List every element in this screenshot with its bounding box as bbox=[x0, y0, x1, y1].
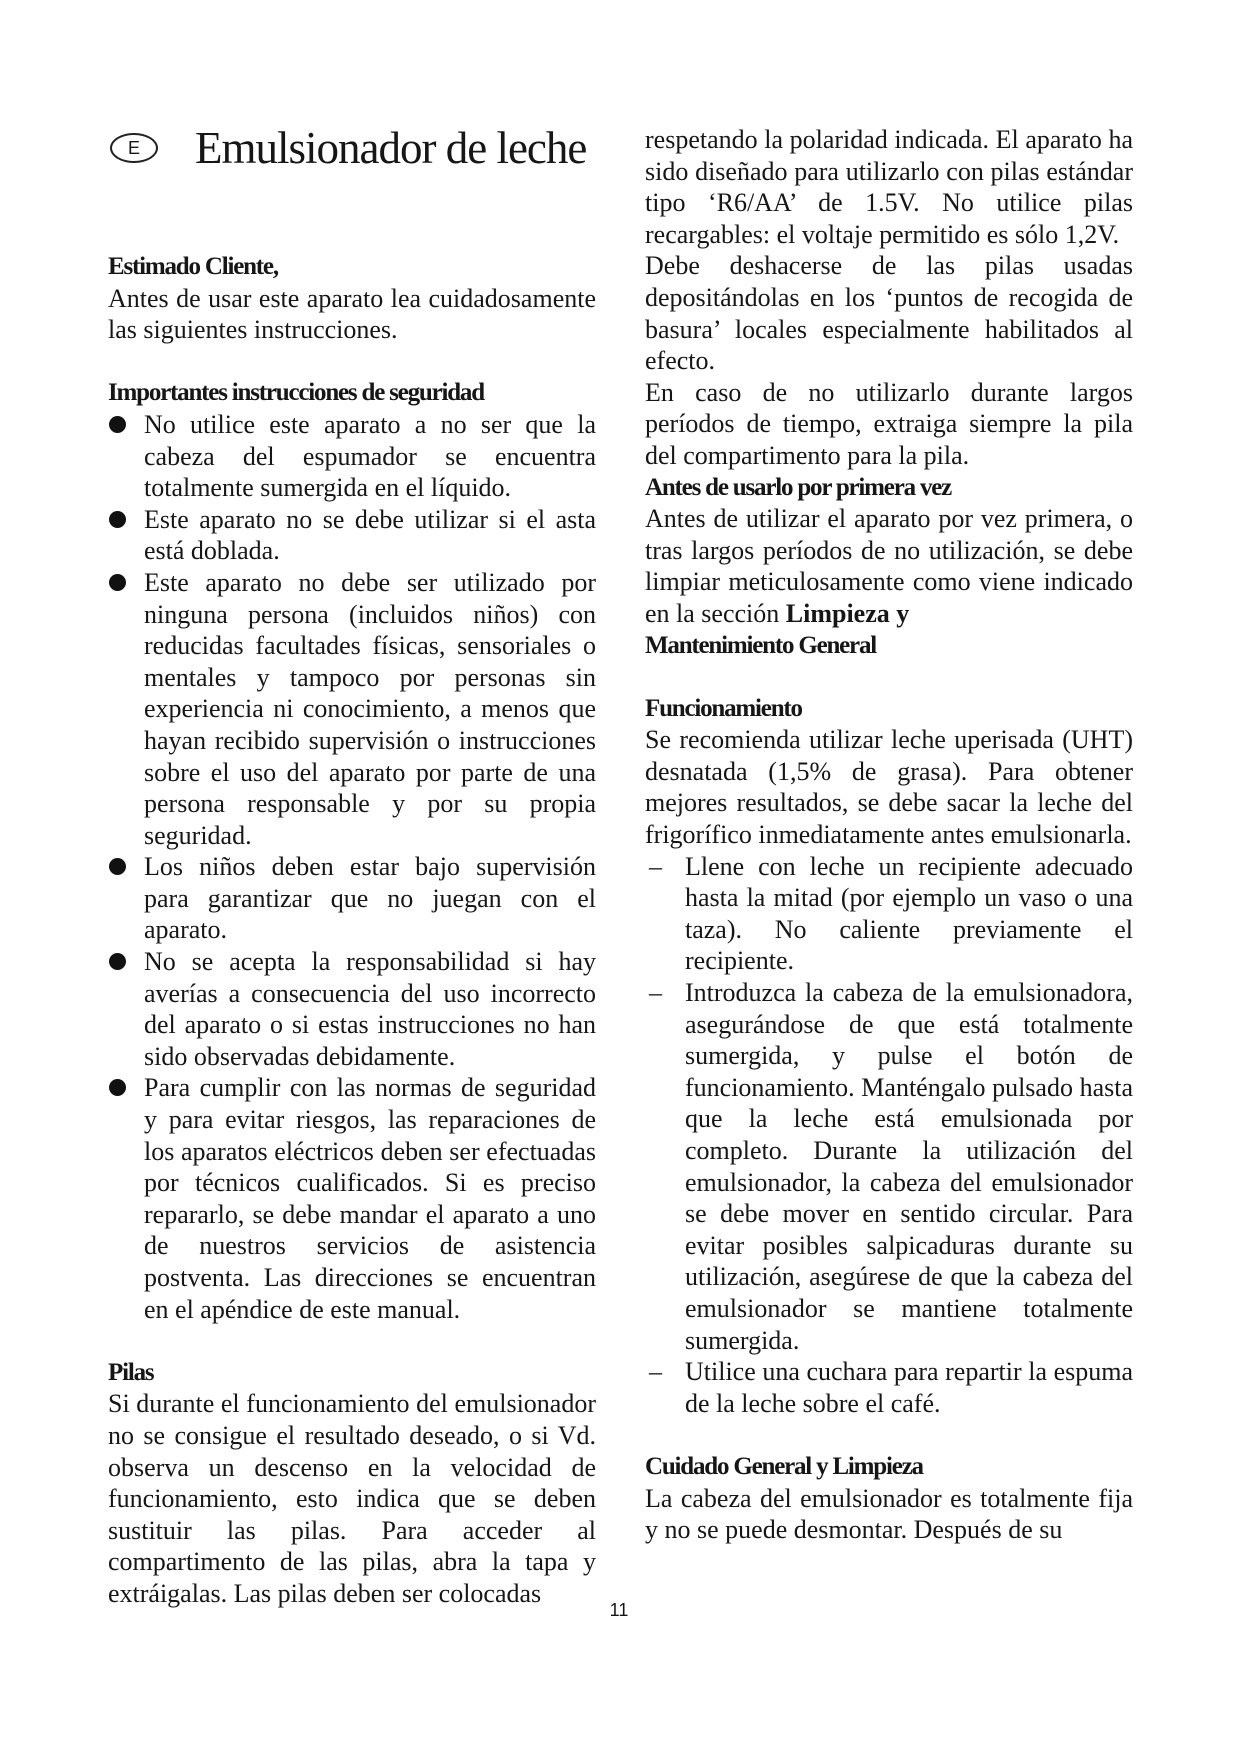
operation-paragraph: Se recomienda utilizar leche uperisada (UHT) desnatada (1,5% de grasa). Para obtener mejores resultados, se debe sacar la leche del frigorífico inmediatamente antes emulsionarla. bbox=[645, 725, 1133, 850]
list-item: – Utilice una cuchara para repartir la espuma de la leche sobre el café. bbox=[649, 1357, 1133, 1418]
left-column bbox=[108, 251, 596, 1610]
safety-list bbox=[108, 409, 596, 1325]
dash-marker: – bbox=[649, 978, 662, 1008]
list-item: Este aparato no se debe utilizar si el asta está doblada. bbox=[108, 504, 596, 567]
language-badge: E bbox=[110, 133, 158, 163]
batteries-paragraph: Si durante el funcionamiento del emulsionador no se consigue el resultado deseado, o si Vd. observa un descenso en la velocidad de funcionamiento, esto indica que se deben sustituir las pilas. Para acceder al compartimento de las pilas, abra la tapa y extráigalas. Las pilas deben ser colocadas bbox=[108, 1389, 596, 1608]
safety-heading: Importantes instrucciones de seguridad bbox=[108, 379, 484, 407]
operation-heading: Funcionamiento bbox=[645, 694, 802, 722]
list-item: Para cumplir con las normas de seguridad y para evitar riesgos, las reparaciones de los aparatos eléctricos deben ser efectuadas por técnicos cualificados. Si es preciso repararlo, se debe mandar el aparato a uno de nuestros servicios de asistencia postventa. Las direcciones se encuentran en el apéndice de este manual. bbox=[108, 1072, 596, 1325]
bullet-icon bbox=[109, 953, 126, 970]
batteries-heading: Pilas bbox=[108, 1358, 154, 1386]
page-title: Emulsionador de leche bbox=[195, 123, 587, 173]
bullet-icon bbox=[109, 511, 126, 528]
list-item: – Introduzca la cabeza de la emulsionadora, asegurándose de que está totalmente sumergida, y pulse el botón de funcionamiento. Manténgalo pulsado hasta que la leche está emulsionada por completo. Durante la utilización del emulsionador, la cabeza del emulsionador se debe mover en sentido circular. Para evitar posibles salpicaduras durante su utilización, asegúrese de que la cabeza del emulsionador se mantiene totalmente sumergida. bbox=[649, 978, 1133, 1355]
disposal-paragraph: Debe deshacerse de las pilas usadas depositándolas en los ‘puntos de recogida de basura’ locales especialmente habilitados al efecto. bbox=[645, 251, 1133, 376]
greeting-heading: Estimado Cliente, bbox=[108, 253, 278, 280]
list-item: No utilice este aparato a no ser que la cabeza del espumador se encuentra totalmente sumergida en el líquido. bbox=[108, 409, 596, 504]
batteries-continued: respetando la polaridad indicada. El aparato ha sido diseñado para utilizarlo con pilas estándar tipo ‘R6/AA’ de 1.5V. No utilice pilas recargables: el voltaje permitido es sólo 1,2V. bbox=[645, 125, 1133, 249]
right-column bbox=[645, 124, 1133, 1546]
list-item: No se acepta la responsabilidad si hay averías a consecuencia del uso incorrecto del aparato o si estas instrucciones no han sido observadas debidamente. bbox=[108, 946, 596, 1072]
care-heading: Cuidado General y Limpieza bbox=[645, 1452, 923, 1480]
care-paragraph: La cabeza del emulsionador es totalmente fija y no se puede desmontar. Después de su bbox=[645, 1483, 1133, 1545]
operation-steps bbox=[645, 851, 1133, 1420]
page-number: 11 bbox=[609, 1600, 629, 1620]
first-use-heading: Antes de usarlo por primera vez bbox=[645, 473, 952, 501]
bullet-icon bbox=[109, 858, 126, 875]
bullet-icon bbox=[109, 416, 126, 433]
dash-marker: – bbox=[649, 1357, 662, 1387]
section-reference-continued: Mantenimiento General bbox=[645, 631, 877, 659]
long-periods-paragraph: En caso de no utilizarlo durante largos períodos de tiempo, extraiga siempre la pila del compartimento para la pila. bbox=[645, 377, 1133, 470]
list-item: – Llene con leche un recipiente adecuado hasta la mitad (por ejemplo un vaso o una taza). No caliente previamente el recipiente. bbox=[649, 851, 1133, 976]
intro-paragraph: Antes de usar este aparato lea cuidadosamente las siguientes instrucciones. bbox=[108, 283, 596, 345]
section-reference: Limpieza y bbox=[785, 598, 910, 628]
bullet-icon bbox=[109, 1079, 126, 1096]
first-use-paragraph: Antes de utilizar el aparato por vez primera, o tras largos períodos de no utilización, se debe limpiar meticulosamente como viene indicado en la sección Limpieza y bbox=[645, 504, 1133, 628]
bullet-icon bbox=[109, 574, 126, 591]
list-item: Este aparato no debe ser utilizado por ninguna persona (incluidos niños) con reducidas facultades físicas, sensoriales o mentales y tampoco por personas sin experiencia ni conocimiento, a menos que hayan recibido supervisión o instrucciones sobre el uso del aparato por parte de una persona responsable y por su propia seguridad. bbox=[108, 567, 596, 851]
list-item: Los niños deben estar bajo supervisión para garantizar que no juegan con el aparato. bbox=[108, 851, 596, 946]
dash-marker: – bbox=[649, 851, 662, 881]
